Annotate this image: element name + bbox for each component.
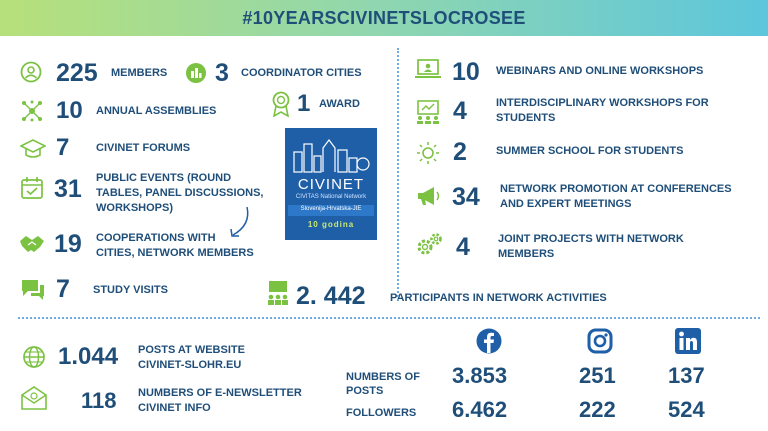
website-count: 1.044 <box>58 343 119 370</box>
events-label-line-3: WORKSHOPS) <box>96 202 173 214</box>
participants-label: PARTICIPANTS IN NETWORK ACTIVITIES <box>390 292 607 304</box>
sun-icon <box>416 141 440 165</box>
network-icon <box>20 99 44 123</box>
participants-count: 2. 442 <box>296 282 366 310</box>
envelope-icon <box>20 386 48 410</box>
promotion-label-line-2: AND EXPERT MEETINGS <box>500 198 632 210</box>
visits-count: 7 <box>56 275 70 303</box>
promotion-count: 34 <box>452 183 480 211</box>
summer-count: 2 <box>453 138 467 166</box>
visits-label: STUDY VISITS <box>93 284 168 296</box>
cooperations-count: 19 <box>54 230 82 258</box>
interdisciplinary-label-line-1: INTERDISCIPLINARY WORKSHOPS FOR <box>496 97 709 109</box>
medal-icon <box>271 91 291 117</box>
coordinator-label: COORDINATOR CITIES <box>241 67 362 79</box>
cooperations-label-line-1: COOPERATIONS WITH <box>96 232 216 244</box>
members-count: 225 <box>56 59 98 87</box>
logo-title: CIVINET <box>297 176 365 193</box>
award-count: 1 <box>297 90 311 117</box>
city-icon <box>185 62 207 84</box>
projects-label-line-2: MEMBERS <box>498 248 555 260</box>
newsletter-label-line-1: NUMBERS OF E-NEWSLETTER <box>138 387 302 399</box>
instagram-posts: 251 <box>579 363 616 388</box>
webinars-label: WEBINARS AND ONLINE WORKSHOPS <box>496 65 704 77</box>
gears-icon <box>414 232 444 258</box>
people-icon <box>20 61 42 83</box>
cooperations-label-line-2: CITIES, NETWORK MEMBERS <box>96 247 254 259</box>
facebook-followers: 6.462 <box>452 397 508 422</box>
forums-label: CIVINET FORUMS <box>96 142 191 154</box>
presentation-icon <box>266 280 290 306</box>
forums-count: 7 <box>56 134 70 161</box>
events-label-line-2: TABLES, PANEL DISCUSSIONS, <box>96 187 264 199</box>
newsletter-count: 118 <box>81 388 117 413</box>
handshake-icon <box>18 233 46 255</box>
instagram-icon <box>587 328 613 354</box>
graduation-cap-icon <box>20 139 46 159</box>
linkedin-posts: 137 <box>668 363 705 388</box>
whiteboard-icon <box>414 99 442 125</box>
chat-icon <box>20 278 46 302</box>
award-label: AWARD <box>319 98 360 110</box>
logo-years: 10 godina <box>307 220 355 229</box>
assemblies-count: 10 <box>56 97 83 124</box>
globe-icon <box>22 345 46 369</box>
vertical-divider <box>397 48 399 301</box>
linkedin-icon <box>675 328 701 354</box>
horizontal-divider <box>18 317 760 319</box>
logo-subtitle: CIVITAS National Network <box>295 194 367 200</box>
events-label-line-1: PUBLIC EVENTS (ROUND <box>96 172 232 184</box>
webinars-count: 10 <box>452 58 480 86</box>
facebook-icon <box>476 328 502 354</box>
posts-row-label-line-2: POSTS <box>346 385 384 397</box>
website-label-line-2: CIVINET-SLOHR.EU <box>138 359 242 371</box>
curved-arrow-icon <box>225 205 253 241</box>
projects-count: 4 <box>456 233 470 261</box>
website-label-line-1: POSTS AT WEBSITE <box>138 344 245 356</box>
civinet-logo <box>285 128 377 240</box>
linkedin-followers: 524 <box>668 397 705 422</box>
posts-row-label-line-1: NUMBERS OF <box>346 371 420 383</box>
instagram-followers: 222 <box>579 397 616 422</box>
coordinator-count: 3 <box>215 59 229 87</box>
followers-row-label: FOLLOWERS <box>346 407 417 419</box>
projects-label-line-1: JOINT PROJECTS WITH NETWORK <box>498 233 684 245</box>
promotion-label-line-1: NETWORK PROMOTION AT CONFERENCES <box>500 183 732 195</box>
events-count: 31 <box>54 175 82 203</box>
logo-region: Slovenija-Hrvatska-JIE <box>300 206 362 212</box>
newsletter-label-line-2: CIVINET INFO <box>138 402 211 414</box>
interdisciplinary-label-line-2: STUDENTS <box>496 112 556 124</box>
megaphone-icon <box>416 186 442 206</box>
assemblies-label: ANNUAL ASSEMBLIES <box>96 105 217 117</box>
interdisciplinary-count: 4 <box>453 97 467 125</box>
summer-label: SUMMER SCHOOL FOR STUDENTS <box>496 145 684 157</box>
facebook-posts: 3.853 <box>452 363 508 388</box>
city-skyline-icon <box>291 134 371 174</box>
page-title: #10YEARSCIVINETSLOCROSEE <box>242 8 526 28</box>
members-label: MEMBERS <box>111 67 168 79</box>
laptop-icon <box>414 58 442 80</box>
calendar-icon <box>20 176 44 200</box>
